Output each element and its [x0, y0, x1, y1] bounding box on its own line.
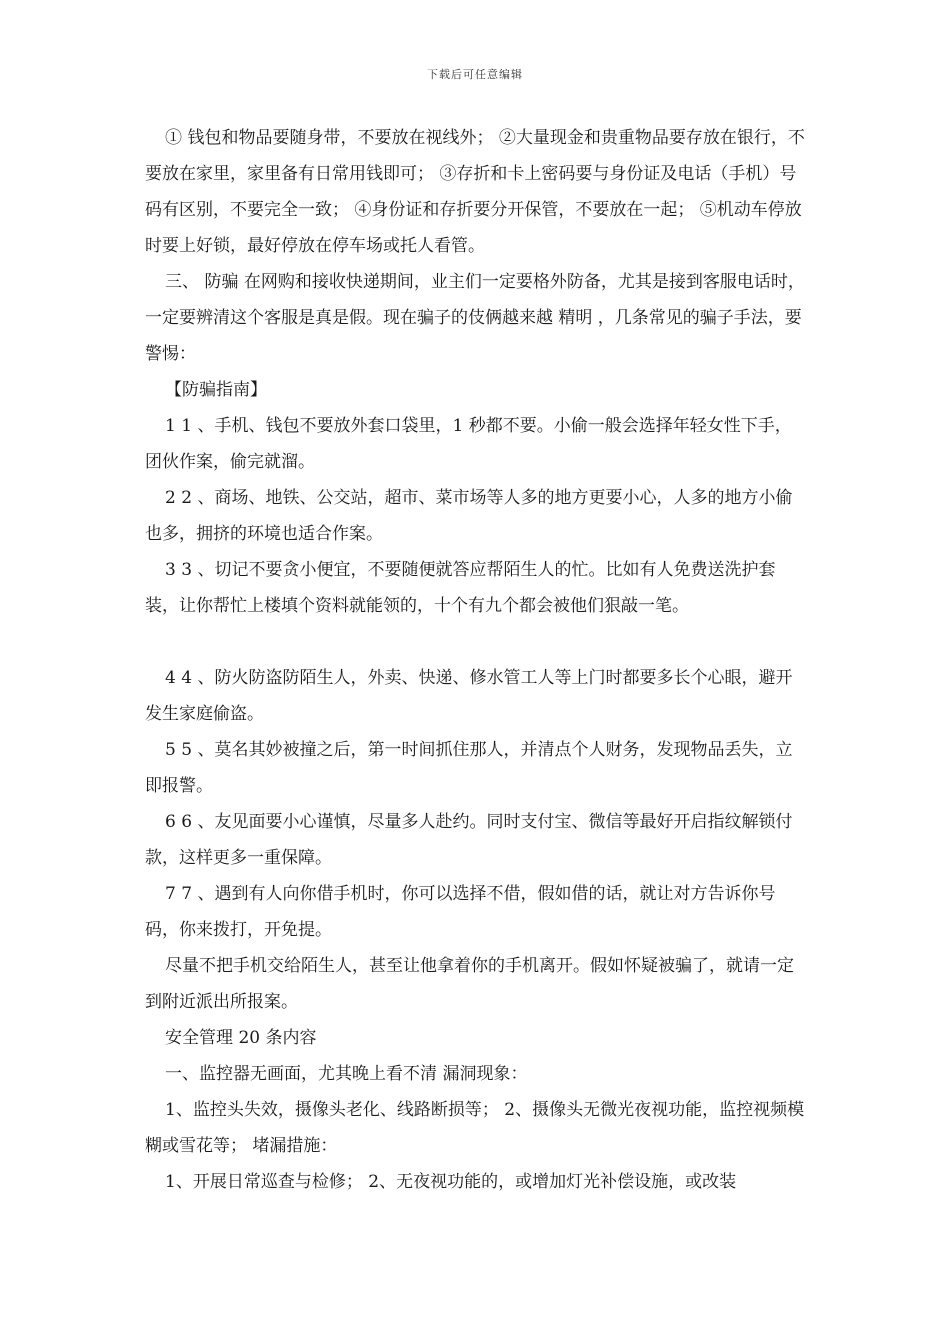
paragraph: ① 钱包和物品要随身带，不要放在视线外； ②大量现金和贵重物品要存放在银行，不要放在家里，家里备有日常用钱即可； ③存折和卡上密码要与身份证及电话（手机）号码有区别，不要完全一致； ④身份证和存折要分开保管，不要放在一起； ⑤机动车停放时要上好锁，最好停放在停车场或托人看管。 [145, 128, 805, 256]
paragraph: 一、监控器无画面，尤其晚上看不清 漏洞现象： [165, 1064, 528, 1084]
paragraph: 三、 防骗 在网购和接收快递期间，业主们一定要格外防备，尤其是接到客服电话时，一定要辨清这个客服是真是假。现在骗子的伎俩越来越 精明 ，几条常见的骗子手法，要警惕： [145, 272, 805, 364]
paragraph: 1、监控头失效，摄像头老化、线路断损等； 2、摄像头无微光夜视功能，监控视频模糊或雪花等； 堵漏措施： [145, 1100, 805, 1156]
paragraph: 安全管理 20 条内容 [165, 1028, 317, 1048]
paragraph: 3 3 、切记不要贪小便宜，不要随便就答应帮陌生人的忙。比如有人免费送洗护套装，让你帮忙上楼填个资料就能领的，十个有九个都会被他们狠敲一笔。 [145, 560, 776, 616]
paragraph: 1 1 、手机、钱包不要放外套口袋里，1 秒都不要。小偷一般会选择年轻女性下手，团伙作案，偷完就溜。 [145, 416, 792, 472]
page-header: 下载后可任意编辑 [427, 68, 523, 81]
paragraph: 7 7 、遇到有人向你借手机时，你可以选择不借，假如借的话，就让对方告诉你号码，你来拨打，开免提。 [145, 884, 776, 940]
paragraph: 4 4 、防火防盗防陌生人，外卖、快递、修水管工人等上门时都要多长个心眼，避开发生家庭偷盗。 [145, 668, 793, 724]
paragraph: 2 2 、商场、地铁、公交站，超市、菜市场等人多的地方更要小心，人多的地方小偷也多，拥挤的环境也适合作案。 [145, 488, 793, 544]
paragraph: 1、开展日常巡查与检修； 2、无夜视功能的，或增加灯光补偿设施，或改装 [165, 1172, 737, 1192]
document-body [145, 120, 808, 1200]
paragraph: 尽量不把手机交给陌生人，甚至让他拿着你的手机离开。假如怀疑被骗了，就请一定到附近派出所报案。 [145, 956, 795, 1012]
blank-line [145, 624, 808, 660]
paragraph: 5 5 、莫名其妙被撞之后，第一时间抓住那人，并清点个人财务，发现物品丢失，立即报警。 [145, 740, 793, 796]
paragraph: 6 6 、友见面要小心谨慎，尽量多人赴约。同时支付宝、微信等最好开启指纹解锁付款，这样更多一重保障。 [145, 812, 793, 868]
paragraph: 【防骗指南】 [165, 380, 268, 400]
